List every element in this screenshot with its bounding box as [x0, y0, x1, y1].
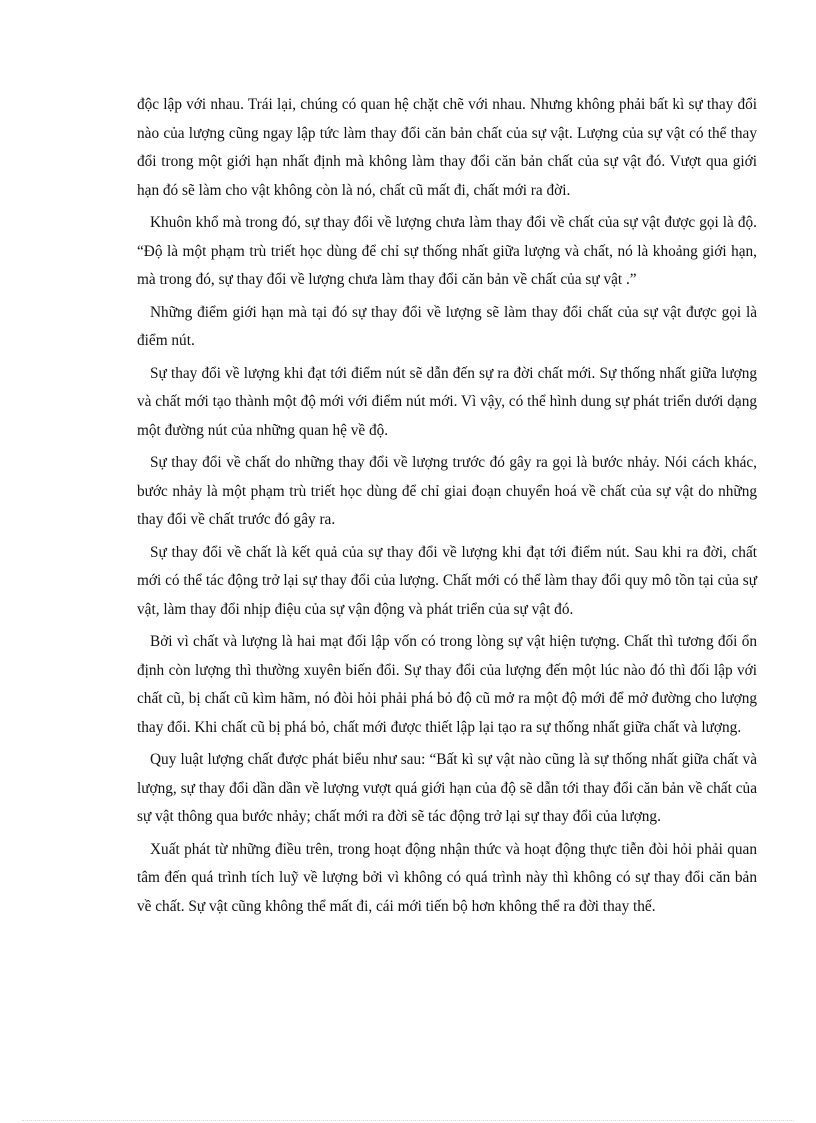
page-body [137, 91, 757, 925]
paragraph-2: Khuôn khổ mà trong đó, sự thay đổi về lượng chưa làm thay đổi về chất của sự vật được gọi là độ. “Độ là một phạm trù triết học dùng để chỉ sự thống nhất giữa lượng và chất, nó là khoảng giới hạn, mà trong đó, sự thay đổi về lượng chưa làm thay đổi căn bản về chất của sự vật .” [137, 214, 757, 288]
paragraph-5: Sự thay đổi về chất do những thay đổi về lượng trước đó gây ra gọi là bước nhảy. Nói cách khác, bước nhảy là một phạm trù triết học dùng để chỉ giai đoạn chuyển hoá về chất của sự vật do những thay đổi về chất trước đó gây ra. [137, 454, 757, 528]
paragraph-3: Những điểm giới hạn mà tại đó sự thay đổi về lượng sẽ làm thay đổi chất của sự vật được gọi là điểm nút. [137, 303, 757, 349]
paragraph-4: Sự thay đổi về lượng khi đạt tới điểm nút sẽ dẫn đến sự ra đời chất mới. Sự thống nhất giữa lượng và chất mới tạo thành một độ mới với điểm nút mới. Vì vậy, có thể hình dung sự phát triển dưới dạng một đường nút của những quan hệ về độ. [137, 364, 757, 439]
page-bottom-divider [22, 1120, 794, 1121]
paragraph-6: Sự thay đổi về chất là kết quả của sự thay đổi về lượng khi đạt tới điểm nút. Sau khi ra đời, chất mới có thể tác động trở lại sự thay đổi của lượng. Chất mới có thể làm thay đổi quy mô tồn tại của sự vật, làm thay đổi nhịp điệu của sự vận động và phát triển của sự vật đó. [137, 543, 757, 618]
paragraph-9: Xuất phát từ những điều trên, trong hoạt động nhận thức và hoạt động thực tiễn đòi hỏi phải quan tâm đến quá trình tích luỹ về lượng bởi vì không có quá trình này thì không có sự thay đổi căn bản về chất. Sự vật cũng không thể mất đi, cái mới tiến bộ hơn không thể ra đời thay thế. [137, 840, 757, 915]
paragraph-8: Quy luật lượng chất được phát biểu như sau: “Bất kì sự vật nào cũng là sự thống nhất giữa chất và lượng, sự thay đổi dần dần về lượng vượt quá giới hạn của độ sẽ dẫn tới thay đổi căn bản về chất của sự vật thông qua bước nhảy; chất mới ra đời sẽ tác động trở lại sự thay đổi của lượng. [137, 751, 757, 825]
paragraph-7: Bởi vì chất và lượng là hai mạt đối lập vốn có trong lòng sự vật hiện tượng. Chất thì tương đối ổn định còn lượng thì thường xuyên biến đổi. Sự thay đổi của lượng đến một lúc nào đó thì đối lập với chất cũ, bị chất cũ kìm hãm, nó đòi hỏi phải phá bỏ độ cũ mở ra một độ mới để mở đường cho lượng thay đổi. Khi chất cũ bị phá bỏ, chất mới được thiết lập lại tạo ra sự thống nhất giữa chất và lượng. [137, 633, 757, 736]
paragraph-1: độc lập với nhau. Trái lại, chúng có quan hệ chặt chẽ với nhau. Nhưng không phải bất kì sự thay đổi nào của lượng cũng ngay lập tức làm thay đổi căn bản chất của sự vật. Lượng của sự vật có thể thay đổi trong một giới hạn nhất định mà không làm thay đổi căn bản chất của sự vật đó. Vượt qua giới hạn đó sẽ làm cho vật không còn là nó, chất cũ mất đi, chất mới ra đời. [137, 96, 757, 199]
